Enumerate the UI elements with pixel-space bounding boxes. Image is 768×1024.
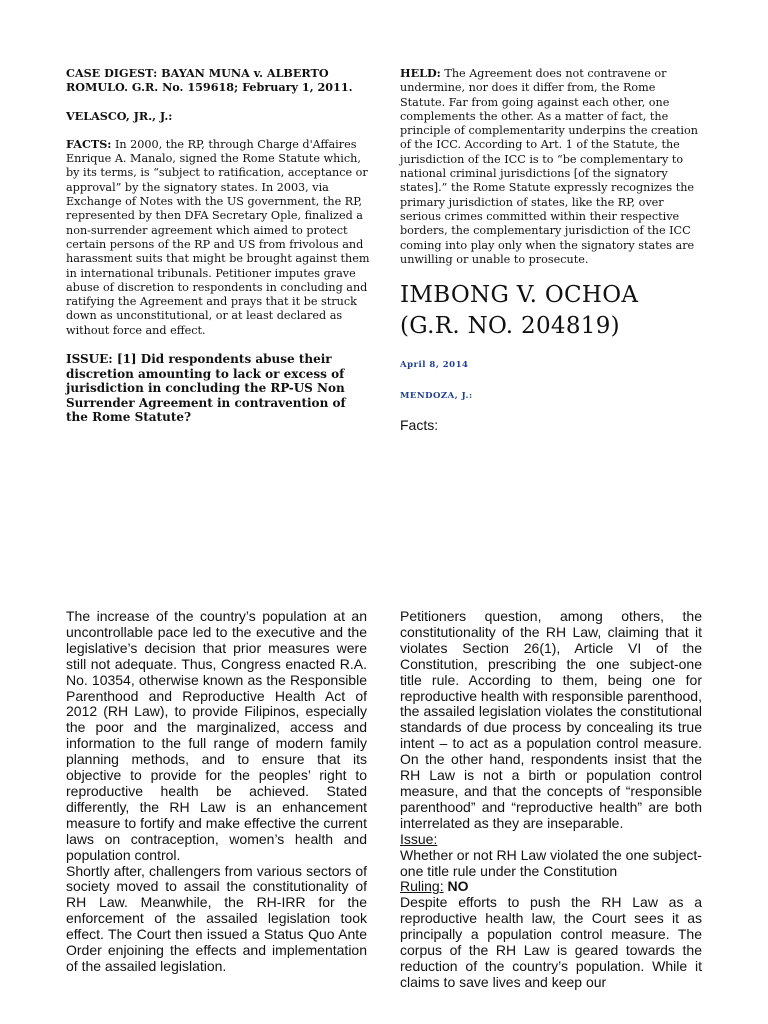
facts-body-column bbox=[66, 609, 367, 975]
ruling-value: NO bbox=[447, 878, 469, 895]
held-paragraph bbox=[400, 66, 702, 267]
issue-text: Whether or not RH Law violated the one subject-one title rule under the Constitution bbox=[400, 846, 702, 879]
justice-line: VELASCO, JR., J.: bbox=[66, 108, 173, 123]
facts-body-paragraph-2: Shortly after, challengers from various sectors of society moved to assail the constitutionality of RH Law. Meanwhile, the RH-IRR for the enforcement of the assailed legislation took effect. The Court then issued a Status Quo Ante Order enjoining the effects and implementation of the assailed legislation. bbox=[66, 862, 367, 974]
case-title: CASE DIGEST: BAYAN MUNA v. ALBERTO ROMULO. G.R. No. 159618; February 1, 2011. bbox=[66, 66, 353, 95]
ruling-paragraph: Despite efforts to push the RH Law as a reproductive health law, the Court sees it as principally a population control measure. The corpus of the RH Law is geared towards the reduction of the country’s population. While it claims to save lives and keep our bbox=[400, 894, 702, 990]
issue-paragraph: ISSUE: [1] Did respondents abuse their discretion amounting to lack or excess of jurisdiction in concluding the RP-US Non Surrender Agreement in contravention of the Rome Statute? bbox=[66, 352, 346, 425]
case2-title: IMBONG V. OCHOA (G.R. NO. 204819) bbox=[400, 282, 639, 340]
facts-body-paragraph-1: The increase of the country’s population at an uncontrollable pace led to the executive and the legislative’s decision that prior measures were still not adequate. Thus, Congress enacted R.A. No. 10354, otherwise known as the Responsible Parenthood and Reproductive Health Act of 2012 (RH Law), to provide Filipinos, especially the poor and the marginalized, access and information to the full range of modern family planning methods, and to ensure that its objective to provide for the peoples’ right to reproductive health be achieved. Stated differently, the RH Law is an enhancement measure to fortify and make effective the current laws on contraception, women’s health and population control. bbox=[66, 608, 367, 863]
facts-paragraph bbox=[66, 137, 370, 338]
justice-ponente: MENDOZA, J.: bbox=[400, 391, 473, 402]
held-label: HELD: bbox=[400, 66, 441, 80]
ruling-line bbox=[400, 879, 702, 895]
facts-heading: Facts: bbox=[400, 417, 439, 434]
issue-heading: Issue: bbox=[400, 830, 438, 847]
facts-label: FACTS: bbox=[66, 136, 112, 151]
decision-date: April 8, 2014 bbox=[400, 360, 469, 371]
held-text: The Agreement does not contravene or undermine, nor does it differ from, the Rome Statute. Far from going against each other, one complements the other. As a matter of fact, the principle of complementarity underpins the creation of the ICC. According to Art. 1 of the Statute, the jurisdiction of the ICC is to “be complementary to national criminal jurisdictions [of the signatory states].” the Rome Statute expressly recognizes the primary jurisdiction of states, like the RP, over serious crimes committed within their respective borders, the complementary jurisdiction of the ICC coming into play only when the signatory states are unwilling or unable to prosecute. bbox=[400, 67, 698, 266]
petitioners-paragraph: Petitioners question, among others, the constitutionality of the RH Law, claiming that it violates Section 26(1), Article VI of the Constitution, prescribing the one subject-one title rule. According to them, being one for reproductive health with responsible parenthood, the assailed legislation violates the constitutional standards of due process by concealing its true intent – to act as a population control measure. On the other hand, respondents insist that the RH Law is not a birth or population control measure, and that the concepts of “responsible parenthood” and “reproductive health” are both interrelated as they are inseparable. bbox=[400, 608, 702, 831]
facts-text: In 2000, the RP, through Charge d'Affaires Enrique A. Manalo, signed the Rome Statute which, by its terms, is “subject to ratification, acceptance or approval” by the signatory states. In 2003, via Exchange of Notes with the US government, the RP, represented by then DFA Secretary Ople, finalized a non-surrender agreement which aimed to protect certain persons of the RP and US from frivolous and harassment suits that might be brought against them in international tribunals. Petitioner imputes grave abuse of discretion to respondents in concluding and ratifying the Agreement and prays that it be struck down as unconstitutional, or at least declared as without force and effect. bbox=[66, 137, 370, 337]
ruling-label: Ruling: bbox=[400, 878, 444, 895]
issue-ruling-column bbox=[400, 609, 702, 991]
bayan-muna-digest bbox=[66, 66, 370, 425]
imbong-header-column bbox=[400, 66, 702, 433]
